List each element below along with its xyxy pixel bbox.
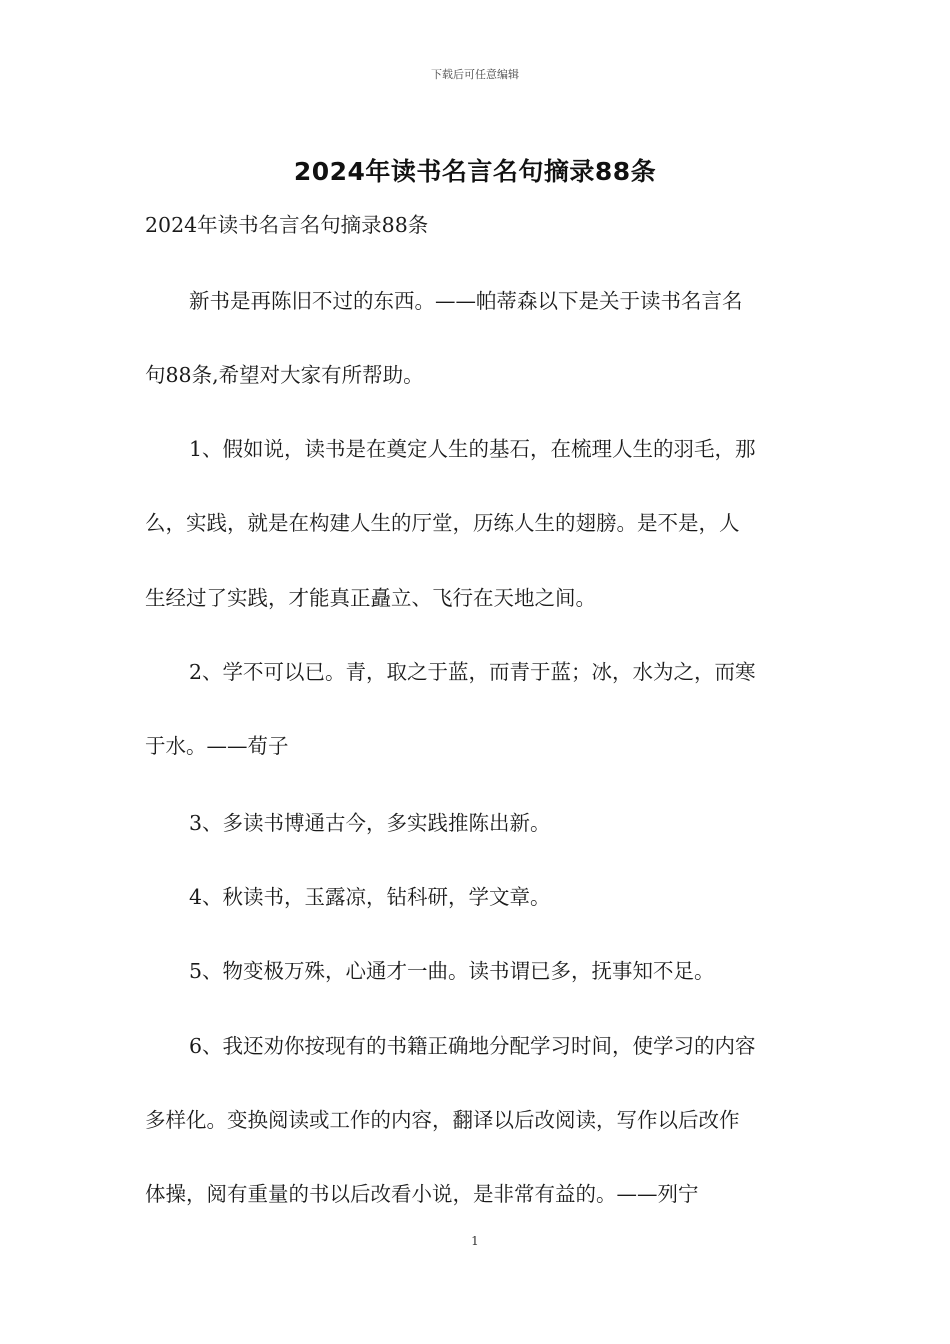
page-number: 1: [471, 1234, 479, 1248]
quote-6-line-1: 6、我还劝你按现有的书籍正确地分配学习时间，使学习的内容: [189, 1034, 756, 1058]
intro-line-1: 新书是再陈旧不过的东西。——帕蒂森以下是关于读书名言名: [189, 289, 743, 313]
quote-2-line-2: 于水。——荀子: [145, 734, 289, 758]
quote-3-line: 3、多读书博通古今，多实践推陈出新。: [189, 811, 551, 835]
quote-6-line-2: 多样化。变换阅读或工作的内容，翻译以后改阅读，写作以后改作: [145, 1108, 740, 1132]
quote-5-line: 5、物变极万殊，心通才一曲。读书谓已多，抚事知不足。: [189, 959, 715, 983]
intro-line-2: 句88条,希望对大家有所帮助。: [145, 363, 424, 387]
page-header: 下载后可任意编辑: [431, 68, 519, 81]
quote-1-line-2: 么，实践，就是在构建人生的厅堂，历练人生的翅膀。是不是，人: [145, 511, 740, 535]
quote-4-line: 4、秋读书，玉露凉，钻科研，学文章。: [189, 885, 551, 909]
document-title: 2024年读书名言名句摘录88条: [293, 157, 657, 186]
subtitle-line: 2024年读书名言名句摘录88条: [145, 213, 429, 237]
quote-2-line-1: 2、学不可以已。青，取之于蓝，而青于蓝；冰，水为之，而寒: [189, 660, 756, 684]
quote-6-line-3: 体操，阅有重量的书以后改看小说，是非常有益的。——列宁: [145, 1182, 699, 1206]
quote-1-line-1: 1、假如说，读书是在奠定人生的基石，在梳理人生的羽毛，那: [189, 437, 756, 461]
quote-1-line-3: 生经过了实践，才能真正矗立、飞行在天地之间。: [145, 586, 596, 610]
